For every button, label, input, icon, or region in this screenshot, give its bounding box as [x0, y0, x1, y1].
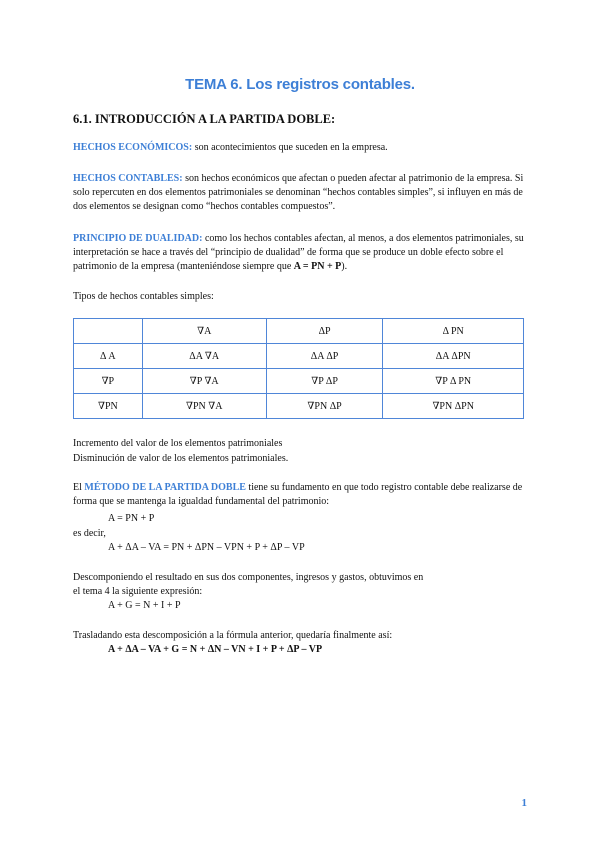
- hechos-economicos-label: HECHOS ECONÓMICOS:: [73, 142, 193, 153]
- equation-2: A + ΔA – VA = PN + ΔPN – VPN + P + ΔP – VP: [108, 542, 305, 553]
- principio-dualidad-label: PRINCIPIO DE DUALIDAD:: [73, 233, 203, 244]
- hechos-simples-table: [73, 318, 524, 419]
- table-cell: ΔA ΔPN: [383, 344, 524, 369]
- table-cell: ∇P Δ PN: [383, 369, 524, 394]
- equation-1: A = PN + P: [108, 513, 155, 524]
- equation-3: A + G = N + I + P: [108, 600, 181, 611]
- table-cell: Δ PN: [383, 319, 524, 344]
- table-cell: ∇P: [74, 369, 143, 394]
- metodo-prefix: El: [73, 482, 85, 493]
- page-title: TEMA 6. Los registros contables.: [185, 76, 415, 93]
- table-cell: ∇PN ∇A: [142, 394, 266, 419]
- table-cell: ∇PN ΔPN: [383, 394, 524, 419]
- table-cell: ΔA ΔP: [266, 344, 383, 369]
- descomp-line-2: el tema 4 la siguiente expresión:: [73, 586, 203, 597]
- descomp-line-1: Descomponiendo el resultado en sus dos componentes, ingresos y gastos, obtuvimos en: [73, 572, 424, 583]
- table-cell: [74, 319, 143, 344]
- principio-dualidad-text: como los hechos contables afectan, al menos, a dos elementos patrimoniales, su interpretación se hace a través del “principio de dualidad” de forma que se produce un doble efecto sobre el patrimonio de la empresa (manteniéndose siempre que: [73, 233, 524, 272]
- hechos-economicos-paragraph: [73, 141, 528, 155]
- legend-decrease: Disminución de valor de los elementos patrimoniales.: [73, 453, 289, 464]
- table-cell: ΔA ∇A: [142, 344, 266, 369]
- es-decir: es decir,: [73, 528, 106, 539]
- hechos-contables-text: son hechos económicos que afectan o pueden afectar al patrimonio de la empresa. Si solo repercuten en dos elementos patrimoniales se denominan “hechos contables simples”, si influyen en más de dos elementos se designan como “hechos contables compuestos”.: [73, 173, 524, 212]
- table-row: [74, 369, 524, 394]
- table-row: [74, 394, 524, 419]
- section-heading: 6.1. INTRODUCCIÓN A LA PARTIDA DOBLE:: [73, 112, 336, 126]
- legend-increase: Incremento del valor de los elementos patrimoniales: [73, 438, 283, 449]
- table-cell: ΔP: [266, 319, 383, 344]
- table-row: [74, 344, 524, 369]
- table-cell: Δ A: [74, 344, 143, 369]
- table-cell: ∇A: [142, 319, 266, 344]
- metodo-text: tiene su fundamento en que todo registro contable debe realizarse de forma que se mantenga la igualdad fundamental del patrimonio:: [73, 482, 523, 507]
- metodo-paragraph: [73, 481, 528, 509]
- table-cell: ∇P ∇A: [142, 369, 266, 394]
- metodo-label: MÉTODO DE LA PARTIDA DOBLE: [84, 482, 246, 493]
- hechos-contables-label: HECHOS CONTABLES:: [73, 173, 183, 184]
- trasladando-text: Trasladando esta descomposición a la fórmula anterior, quedaría finalmente así:: [73, 630, 393, 641]
- table-cell: ∇PN ΔP: [266, 394, 383, 419]
- principio-dualidad-formula: A = PN + P: [293, 261, 342, 272]
- equation-4: A + ΔA – VA + G = N + ΔN – VN + I + P + ΔP – VP: [108, 644, 323, 655]
- page-number: 1: [521, 797, 527, 809]
- principio-dualidad-paragraph: [73, 232, 528, 274]
- hechos-economicos-text: son acontecimientos que suceden en la empresa.: [192, 142, 388, 153]
- principio-dualidad-tail: ).: [341, 261, 348, 272]
- tipos-label: Tipos de hechos contables simples:: [73, 291, 214, 302]
- table-cell: ∇PN: [74, 394, 143, 419]
- table-cell: ∇P ΔP: [266, 369, 383, 394]
- hechos-contables-paragraph: [73, 172, 528, 214]
- table-row: [74, 319, 524, 344]
